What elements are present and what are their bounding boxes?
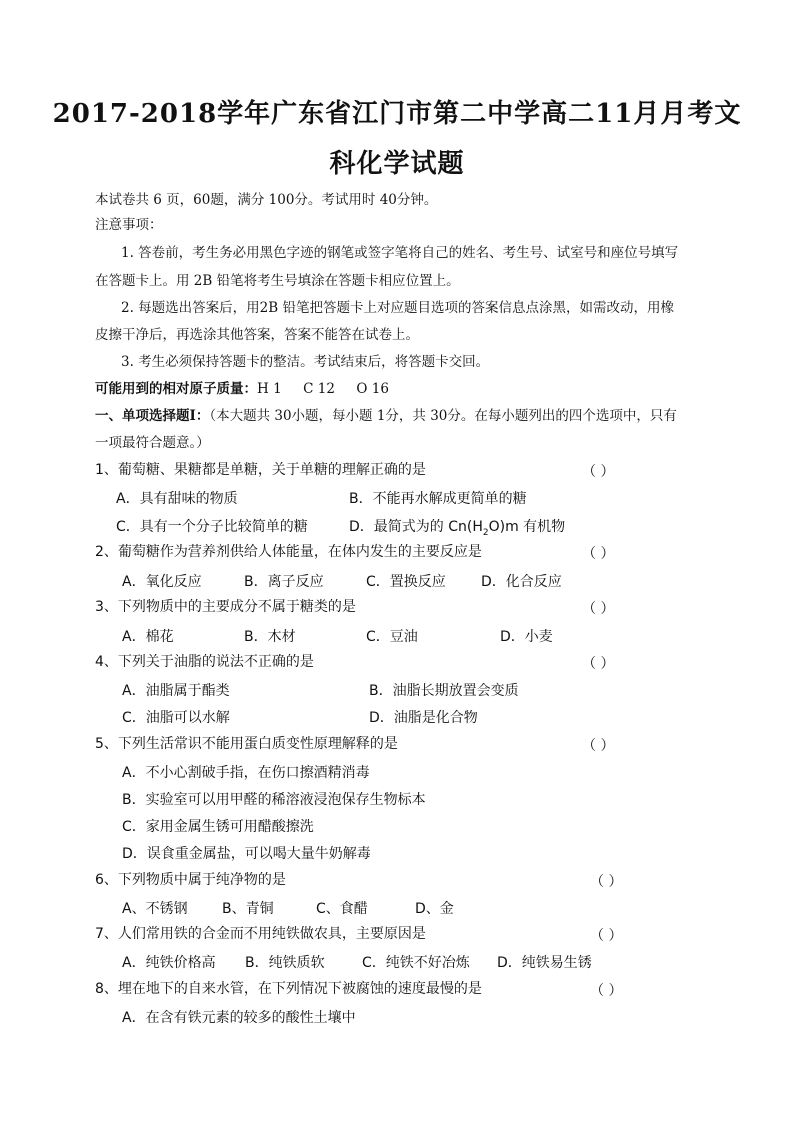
option: C．置换反应	[366, 574, 446, 590]
exam-intro: 本试卷共 6 页，60题，满分 100分。考试用时 40分钟。	[95, 192, 438, 208]
note-line: 在答题卡上。用 2B 铅笔将考生号填涂在答题卡相应位置上。	[95, 273, 460, 289]
section-heading-line	[95, 407, 677, 425]
option: A．氧化反应	[122, 574, 202, 590]
option: A．纯铁价格高	[122, 955, 216, 971]
answer-paren: （ ）	[582, 464, 615, 480]
note-line: 皮擦干净后，再选涂其他答案，答案不能答在试卷上。	[95, 327, 419, 343]
note-line: 3. 考生必须保持答题卡的整洁。考试结束后，将答题卡交回。	[121, 354, 490, 370]
question-stem: 2、葡萄糖作为营养剂供给人体能量，在体内发生的主要反应是	[95, 544, 482, 560]
option: D．化合反应	[481, 574, 562, 590]
option: D．油脂是化合物	[369, 710, 478, 726]
option: C．具有一个分子比较简单的糖	[116, 519, 308, 535]
question-stem: 5、下列生活常识不能用蛋白质变性原理解释的是	[95, 736, 398, 752]
option: C、食醋	[316, 901, 368, 917]
note-line: 1. 答卷前，考生务必用黑色字迹的钢笔或签字笔将自己的姓名、考生号、试室号和座位号填写	[121, 245, 679, 261]
option: D．小麦	[500, 629, 553, 645]
question-stem: 4、下列关于油脂的说法不正确的是	[95, 654, 314, 670]
notes-heading: 注意事项：	[95, 217, 163, 233]
option: C．家用金属生锈可用醋酸擦洗	[122, 819, 314, 835]
answer-paren: （ ）	[582, 656, 615, 672]
answer-paren: （ ）	[582, 738, 615, 754]
option: B．实验室可以用甲醛的稀溶液浸泡保存生物标本	[122, 792, 426, 808]
note-line: 2. 每题选出答案后，用2B 铅笔把答题卡上对应题目选项的答案信息点涂黑，如需改动，用橡	[121, 300, 674, 316]
option-formula: D．最简式为的 $Cn(H_2O)m$ 有机物	[349, 519, 566, 538]
option: D．纯铁易生锈	[497, 955, 592, 971]
atomic-mass-values: H 1 C 12 O 16	[257, 381, 389, 397]
option: A．油脂属于酯类	[122, 683, 230, 699]
option: A、不锈钢	[122, 901, 188, 917]
option: A．不小心割破手指，在伤口擦酒精消毒	[122, 765, 370, 781]
option: B、青铜	[222, 901, 274, 917]
option: A．在含有铁元素的较多的酸性土壤中	[122, 1010, 356, 1026]
option: A．棉花	[122, 629, 174, 645]
answer-paren: （ ）	[590, 874, 623, 890]
option: B．木材	[244, 629, 296, 645]
option: B．不能再水解成更简单的糖	[349, 491, 527, 507]
answer-paren: （ ）	[582, 546, 615, 562]
question-stem: 1、葡萄糖、果糖都是单糖，关于单糖的理解正确的是	[95, 462, 426, 478]
question-stem: 3、下列物质中的主要成分不属于糖类的是	[95, 599, 356, 615]
question-stem: 6、下列物质中属于纯净物的是	[95, 872, 286, 888]
option: B．离子反应	[244, 574, 324, 590]
option: C．纯铁不好冶炼	[362, 955, 470, 971]
answer-paren: （ ）	[590, 928, 623, 944]
section-desc-cont: 一项最符合题意。）	[95, 435, 210, 451]
option: B．纯铁质软	[245, 955, 325, 971]
question-stem: 7、人们常用铁的合金而不用纯铁做农具，主要原因是	[95, 926, 426, 942]
section-heading: 一、单项选择题Ⅰ：	[95, 408, 210, 424]
exam-title-line1: 2017-2018学年广东省江门市第二中学高二11月月考文	[52, 99, 742, 129]
question-stem: 8、埋在地下的自来水管，在下列情况下被腐蚀的速度最慢的是	[95, 981, 482, 997]
option: C．豆油	[366, 629, 418, 645]
option: B．油脂长期放置会变质	[369, 683, 519, 699]
atomic-mass-label: 可能用到的相对原子质量：	[95, 381, 257, 397]
exam-title-line2: 科化学试题	[329, 149, 465, 179]
answer-paren: （ ）	[590, 983, 623, 999]
section-desc: （本大题共 30小题，每小题 1分，共 30分。在每小题列出的四个选项中，只有	[209, 408, 677, 424]
option: D、金	[415, 901, 454, 917]
atomic-mass-line	[95, 380, 389, 398]
option: A．具有甜味的物质	[116, 491, 238, 507]
option: D．误食重金属盐，可以喝大量牛奶解毒	[122, 846, 371, 862]
option: C．油脂可以水解	[122, 710, 230, 726]
answer-paren: （ ）	[582, 601, 615, 617]
